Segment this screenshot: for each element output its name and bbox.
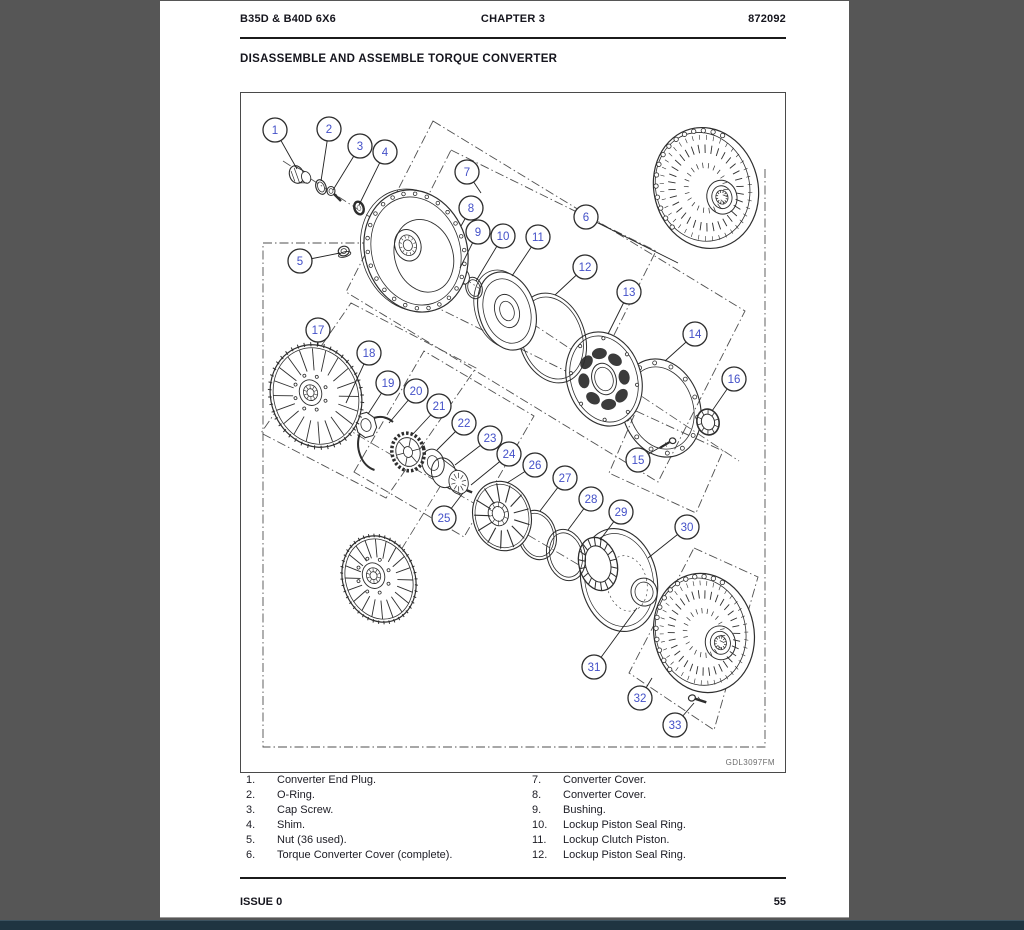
parts-list-item: 12. Lockup Piston Seal Ring.	[532, 848, 686, 861]
parts-list-item: 2. O-Ring.	[246, 788, 315, 801]
callout-12[interactable]	[573, 255, 597, 279]
svg-text:14: 14	[688, 329, 702, 341]
exploded-diagram	[241, 93, 785, 772]
parts-list-item: 10. Lockup Piston Seal Ring.	[532, 818, 686, 831]
figure-box	[240, 92, 786, 773]
svg-text:22: 22	[457, 418, 471, 430]
callout-7[interactable]	[455, 160, 479, 184]
svg-text:4: 4	[381, 147, 389, 159]
footer-rule	[240, 877, 786, 879]
callout-33[interactable]	[663, 713, 687, 737]
header-chapter: CHAPTER 3	[480, 13, 546, 25]
svg-text:31: 31	[587, 662, 601, 674]
callout-18[interactable]	[357, 341, 381, 365]
callout-20[interactable]	[404, 379, 428, 403]
svg-text:32: 32	[633, 693, 647, 705]
svg-text:33: 33	[668, 720, 682, 732]
parts-list-item: 4. Shim.	[246, 818, 306, 831]
callout-10[interactable]	[491, 224, 515, 248]
callout-1[interactable]	[263, 118, 287, 142]
parts-list-item: 3. Cap Screw.	[246, 803, 334, 816]
callout-13[interactable]	[617, 280, 641, 304]
callout-2[interactable]	[317, 117, 341, 141]
header-rule	[240, 37, 786, 39]
callout-15[interactable]	[626, 448, 650, 472]
svg-text:2: 2	[325, 124, 333, 136]
document-page	[160, 1, 849, 918]
page-title: DISASSEMBLE AND ASSEMBLE TORQUE CONVERTER	[240, 53, 558, 65]
svg-text:8: 8	[467, 203, 475, 215]
svg-text:11: 11	[532, 232, 544, 244]
svg-text:27: 27	[558, 473, 572, 485]
svg-text:10: 10	[496, 231, 510, 243]
callout-30[interactable]	[675, 515, 699, 539]
svg-text:9: 9	[474, 227, 482, 239]
svg-text:29: 29	[614, 507, 628, 519]
callout-25[interactable]	[432, 506, 456, 530]
callout-6[interactable]	[574, 205, 598, 229]
parts-list-right	[532, 773, 792, 862]
svg-text:12: 12	[578, 262, 592, 274]
header-model: B35D & B40D 6X6	[240, 13, 336, 25]
callout-28[interactable]	[579, 487, 603, 511]
svg-text:23: 23	[483, 433, 497, 445]
callout-29[interactable]	[609, 500, 633, 524]
figure-code: GDL3097FM	[725, 758, 775, 767]
taskbar[interactable]	[0, 920, 1024, 930]
svg-text:30: 30	[680, 522, 694, 534]
callout-3[interactable]	[348, 134, 372, 158]
parts-list-item: 9. Bushing.	[532, 803, 606, 816]
callout-5[interactable]	[288, 249, 312, 273]
svg-text:28: 28	[584, 494, 598, 506]
callout-31[interactable]	[582, 655, 606, 679]
svg-text:25: 25	[437, 513, 451, 525]
svg-text:13: 13	[622, 287, 636, 299]
callout-26[interactable]	[523, 453, 547, 477]
parts-list-item: 8. Converter Cover.	[532, 788, 647, 801]
svg-text:20: 20	[409, 386, 423, 398]
callout-11[interactable]	[526, 225, 550, 249]
callout-8[interactable]	[459, 196, 483, 220]
svg-text:7: 7	[463, 167, 471, 179]
callout-24[interactable]	[497, 442, 521, 466]
svg-text:24: 24	[502, 449, 516, 461]
header-doc-number: 872092	[748, 13, 786, 25]
callout-14[interactable]	[683, 322, 707, 346]
svg-text:16: 16	[727, 374, 741, 386]
parts-list-item: 1. Converter End Plug.	[246, 774, 377, 786]
parts-list-item: 11. Lockup Clutch Piston.	[532, 833, 670, 846]
callout-16[interactable]	[722, 367, 746, 391]
callout-32[interactable]	[628, 686, 652, 710]
callout-4[interactable]	[373, 140, 397, 164]
callout-17[interactable]	[306, 318, 330, 342]
svg-text:5: 5	[296, 256, 304, 268]
callout-27[interactable]	[553, 466, 577, 490]
svg-text:3: 3	[356, 141, 364, 153]
svg-text:17: 17	[311, 325, 325, 337]
callout-22[interactable]	[452, 411, 476, 435]
svg-text:15: 15	[631, 455, 645, 467]
svg-text:18: 18	[362, 348, 376, 360]
svg-text:21: 21	[432, 401, 446, 413]
svg-text:26: 26	[528, 460, 542, 472]
footer-page-number: 55	[773, 896, 786, 908]
svg-text:19: 19	[381, 378, 395, 390]
parts-list-item: 7. Converter Cover.	[532, 774, 647, 786]
callout-9[interactable]	[466, 220, 490, 244]
callout-23[interactable]	[478, 426, 502, 450]
svg-text:6: 6	[582, 212, 590, 224]
svg-text:1: 1	[271, 125, 279, 137]
callout-19[interactable]	[376, 371, 400, 395]
footer-issue: ISSUE 0	[240, 896, 283, 908]
callout-21[interactable]	[427, 394, 451, 418]
parts-list-item: 5. Nut (36 used).	[246, 833, 347, 846]
parts-list-left	[246, 773, 526, 862]
parts-list-item: 6. Torque Converter Cover (complete).	[246, 848, 453, 861]
